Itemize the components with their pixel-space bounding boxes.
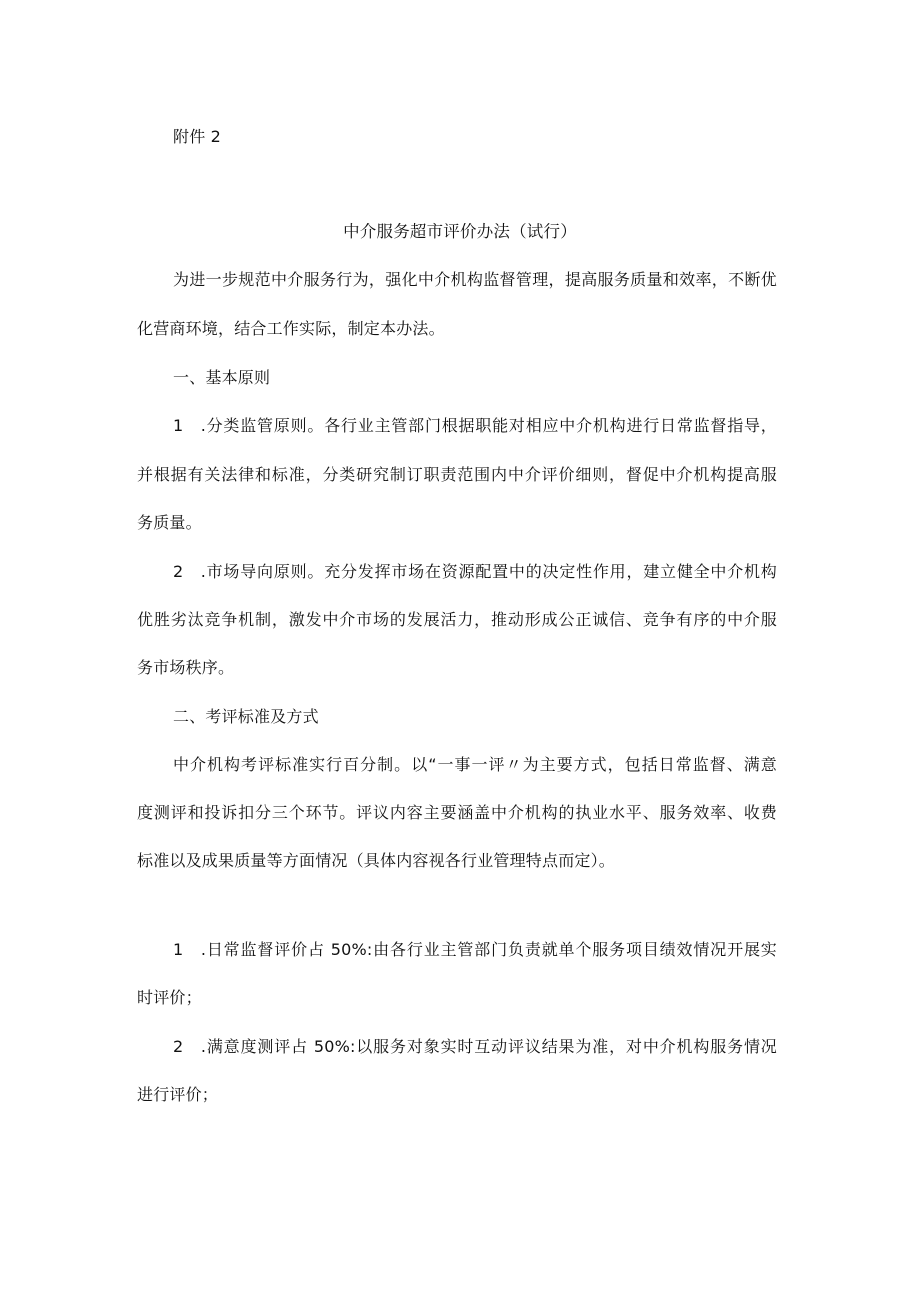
section-heading-principles: 一、基本原则 [173, 368, 271, 387]
attachment-label: 附件 2 [173, 127, 222, 146]
standards-line-2: 度测评和投诉扣分三个环节。评议内容主要涵盖中介机构的执业水平、服务效率、收费 [137, 803, 777, 822]
principle-1-line-3: 务质量。 [137, 513, 202, 532]
evaluation-2-line-2: 进行评价； [137, 1085, 219, 1104]
evaluation-1-line-2: 时评价； [137, 988, 202, 1007]
principle-1-line-2: 并根据有关法律和标准，分类研究制订职责范围内中介评价细则，督促中介机构提高服 [137, 465, 777, 484]
standards-line-3: 标准以及成果质量等方面情况（具体内容视各行业管理特点而定）。 [137, 851, 616, 870]
evaluation-2-line-1: 2 .满意度测评占 50%:以服务对象实时互动评议结果为准，对中介机构服务情况 [173, 1037, 777, 1056]
principle-2-line-1: 2 .市场导向原则。充分发挥市场在资源配置中的决定性作用，建立健全中介机构 [173, 562, 777, 581]
intro-line-2: 化营商环境，结合工作实际，制定本办法。 [137, 319, 445, 338]
principle-2-line-2: 优胜劣汰竞争机制，激发中介市场的发展活力，推动形成公正诚信、竞争有序的中介服 [137, 610, 777, 629]
principle-1-line-1: 1 .分类监管原则。各行业主管部门根据职能对相应中介机构进行日常监督指导， [173, 416, 777, 435]
intro-line-1: 为进一步规范中介服务行为，强化中介机构监督管理，提高服务质量和效率，不断优 [173, 270, 777, 289]
evaluation-1-line-1: 1 .日常监督评价占 50%:由各行业主管部门负责就单个服务项目绩效情况开展实 [173, 940, 777, 959]
principle-2-line-3: 务市场秩序。 [137, 658, 235, 677]
standards-line-1: 中介机构考评标准实行百分制。以“一事一评〃为主要方式，包括日常监督、满意 [173, 755, 777, 774]
section-heading-standards: 二、考评标准及方式 [173, 707, 319, 726]
document-title: 中介服务超市评价办法（试行） [343, 222, 577, 241]
